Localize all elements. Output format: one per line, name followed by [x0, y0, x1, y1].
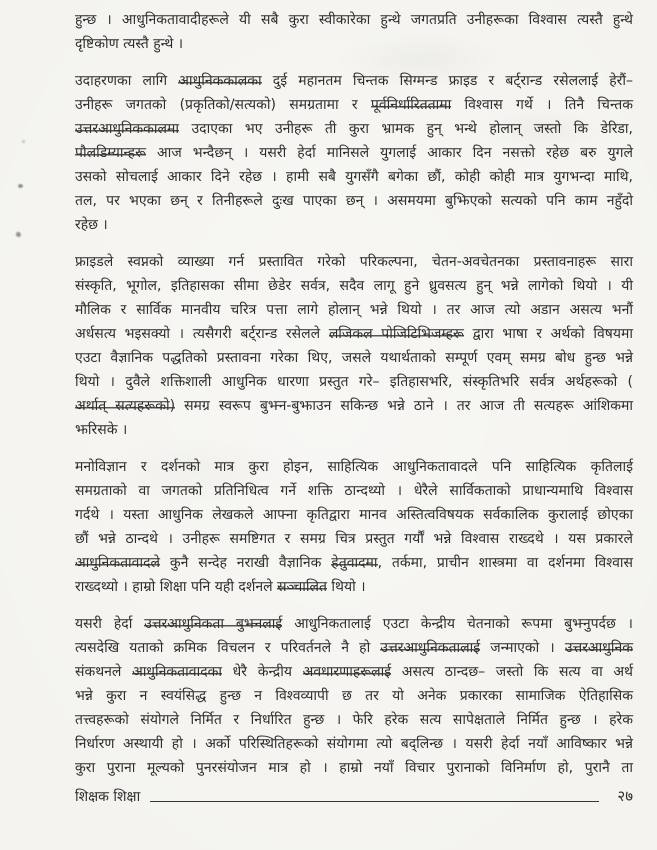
scan-speck	[18, 184, 23, 188]
text-line: अर्थात् सत्यहरूको) समग्र स्वरूप बुझ्न-बुझाउन सकिन्छ भन्ने ठाने । तर आज ती सत्यहरू आंशिकमा	[75, 398, 634, 414]
pen-annotation-mark: लजिकल पोजिटिभिजम्हरू	[328, 326, 464, 342]
footer-rule	[150, 801, 599, 802]
text-line: मौलिक र सार्विक मानवीय चरित्र पत्ता लागे होलान् भन्ने थियो । तर आज त्यो अडान असत्य भनौं	[75, 302, 633, 318]
text-line: तल, पर भएका छन् र तिनीहरूले दुःख पाएका छन् । असमयमा बुझिएको सत्यको पनि काम नहुँदो	[75, 193, 633, 209]
journal-title: शिक्षक शिक्षा	[75, 789, 141, 805]
text-line: त्यसदेखि यताको क्रमिक विचलन र परिवर्तनले नै हो उत्तरआधुनिकतालाई जन्माएको । उत्तरआधुनिक	[75, 640, 633, 656]
pen-annotation-mark: सञ्चालित	[277, 579, 327, 595]
pen-annotation-mark: उत्तरआधुनिक	[564, 640, 633, 656]
text-line: उत्तरआधुनिककालमा उदाएका भए उनीहरू ती कुरा भ्रामक हुन् भन्थे होलान् जस्तो कि डेरिडा,	[75, 121, 633, 137]
pen-annotation-mark: पौलडिम्यान्हरू	[75, 145, 146, 161]
paragraph	[75, 612, 633, 780]
text-line: अर्धसत्य भइसक्यो । त्यसैगरी बर्ट्रान्ड रसेलले लजिकल पोजिटिभिजम्हरू द्वारा भाषा र अर्थको विषयमा	[75, 326, 633, 342]
text-line: उसको सोचलाई आकार दिने रहेछ । हामी सबै युगसँगै बगेका छौं, कोही कोही मात्र युगभन्दा माथि,	[75, 169, 633, 185]
pen-annotation-mark: उत्तरआधुनिकता बुझ्नलाई	[144, 616, 283, 632]
text-line: यसरी हेर्दा उत्तरआधुनिकता बुझ्नलाई आधुनिकतालाई एउटा केन्द्रीय चेतनाको रूपमा बुझ्नुपर्दछ ।	[75, 616, 633, 632]
pen-annotation-mark: उत्तरआधुनिककालमा	[75, 121, 180, 137]
scan-speck	[15, 231, 22, 238]
text-line: उनीहरू जगतको (प्रकृतिको/सत्यको) समग्रतामा र पूर्वनिर्धारिततामा विश्वास गर्थे । तिनै चिन्तक	[75, 97, 633, 113]
pen-annotation-mark: आधुनिकतावादले	[75, 555, 161, 571]
text-line: झरिसके ।	[75, 422, 128, 438]
text-line: तत्त्वहरूको संयोगले निर्मित र निर्धारित हुन्छ । फेरि हरेक सत्य सापेक्षताले निर्मित हुन्छ । हरेक	[75, 712, 633, 728]
text-line: रहेछ ।	[75, 217, 108, 233]
paragraph	[75, 69, 633, 237]
text-line: एउटा वैज्ञानिक पद्धतिको प्रस्तावना गरेका थिए, जसले यथार्थताको सम्पूर्ण एवम् समग्र बोध हुन्छ भन्ने	[75, 350, 633, 366]
text-line: आधुनिकतावादले कुनै सन्देह नराखी वैज्ञानिक हेतुवादमा, तर्कमा, प्राचीन शास्त्रमा वा दर्शनमा विश्वास	[75, 555, 633, 571]
text-line: संस्कृति, भूगोल, इतिहासका सीमा छेडेर सर्वत्र, सदैव लागू हुने ध्रुवसत्य हुन् भन्ने लागेको थियो । यी	[75, 278, 633, 294]
text-line: फ्राइडले स्वप्नको व्याख्या गर्न प्रस्तावित गरेको परिकल्पना, चेतन-अवचेतनका प्रस्तावनाहरू सारा	[75, 254, 633, 270]
text-line: उदाहरणका लागि आधुनिककालका दुई महानतम चिन्तक सिग्मन्ड फ्राइड र बर्ट्रान्ड रसेललाई हेरौं–	[75, 73, 634, 89]
text-line: कुरा पुराना मूल्यको पुनरसंयोजन मात्र हो । हाम्रो नयाँ विचार पुरानाको विनिर्माण हो, पुरानै ता	[75, 760, 633, 776]
page-number: २७	[617, 787, 633, 805]
pen-annotation-mark: आधुनिकतावादका	[132, 664, 223, 680]
text-line: समग्रताको वा जगतको प्रतिनिधित्व गर्ने शक्ति ठान्दथ्यो । धेरैले सार्विकताको प्राधान्यमाथि विश्वास	[75, 483, 633, 499]
pen-annotation-mark: अर्थात् सत्यहरूको)	[75, 398, 176, 414]
pen-annotation-mark: उत्तरआधुनिकतालाई	[380, 640, 481, 656]
page-body-text	[75, 8, 633, 780]
paragraph	[75, 8, 633, 56]
text-line: छौं भन्ने ठान्दथे । उनीहरू समष्टिगत र समग्र चित्र प्रस्तुत गर्यौं भन्ने विश्वास राख्दथे । यस प्रकारले	[75, 531, 633, 547]
text-line: गर्दथे । यस्ता आधुनिक लेखकले आफ्ना कृतिद्वारा मानव अस्तित्वविषयक सर्वकालिक कुरालाई छोएका	[75, 507, 633, 523]
pen-annotation-mark: पूर्वनिर्धारिततामा	[370, 97, 452, 113]
text-line: भन्ने कुरा न स्वयंसिद्ध हुन्छ न विश्वव्यापी छ तर यो अनेक प्रकारका सामाजिक ऐतिहासिक	[75, 688, 633, 704]
paragraph	[75, 250, 633, 442]
scan-speck	[22, 140, 25, 143]
text-line: राख्दथ्यो । हाम्रो शिक्षा पनि यही दर्शनले सञ्चालित थियो ।	[75, 579, 366, 595]
text-line: हुन्छ । आधुनिकतावादीहरूले यी सबै कुरा स्वीकारेका हुन्थे जगतप्रति उनीहरूका विश्वास त्यस्तै हुन्थे	[75, 12, 633, 28]
pen-annotation-mark: हेतुवादमा	[331, 555, 378, 571]
page-footer	[75, 786, 633, 806]
paragraph	[75, 455, 633, 599]
pen-annotation-mark: अवधारणाहरूलाई	[302, 664, 392, 680]
text-line: मनोविज्ञान र दर्शनको मात्र कुरा होइन, साहित्यिक आधुनिकतावादले पनि साहित्यिक कृतिलाई	[75, 459, 633, 475]
text-line: दृष्टिकोण त्यस्तै हुन्थे ।	[75, 36, 184, 52]
pen-annotation-mark: आधुनिककालका	[178, 73, 262, 89]
text-line: थियो । दुवैले शक्तिशाली आधुनिक धारणा प्रस्तुत गरे– इतिहासभरि, संस्कृतिभरि सर्वत्र अर्थहरूको (	[75, 374, 633, 390]
text-line: निर्धारण अस्थायी हो । अर्को परिस्थितिहरूको संयोगमा त्यो बद्लिन्छ । यसरी हेर्दा नयाँ आविष्कार भन्ने	[75, 736, 633, 752]
text-line: संकथनले आधुनिकतावादका धेरै केन्द्रीय अवधारणाहरूलाई असत्य ठान्दछ– जस्तो कि सत्य वा अर्थ	[75, 664, 634, 680]
text-line: पौलडिम्यान्हरू आज भन्दैछन् । यसरी हेर्दा मानिसले युगलाई आकार दिन नसक्तो रहेछ बरु युगले	[75, 145, 633, 161]
